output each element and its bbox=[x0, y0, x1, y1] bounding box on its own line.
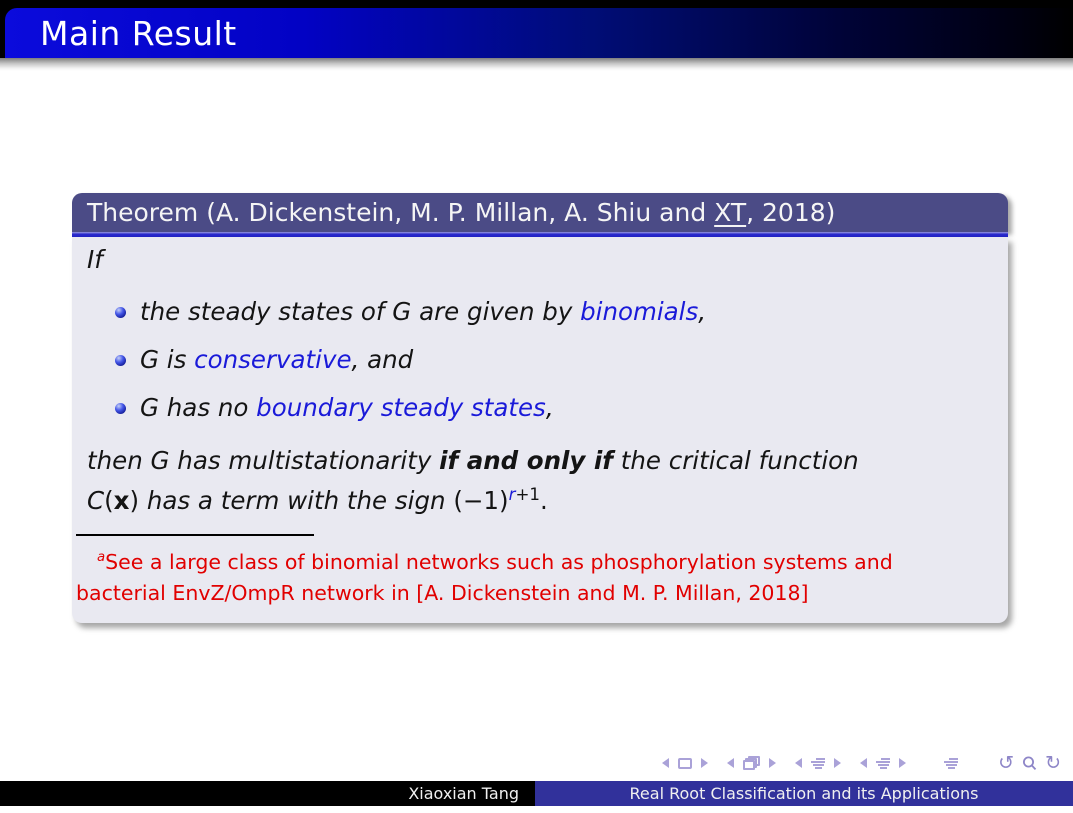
history-nav-group bbox=[998, 751, 1061, 774]
next-section-arrow[interactable] bbox=[899, 758, 906, 768]
footnote bbox=[76, 542, 1023, 609]
bullet-ball-icon bbox=[115, 307, 126, 318]
bullet-ball-icon bbox=[115, 355, 126, 366]
frames-icon[interactable] bbox=[743, 756, 760, 770]
section-lines-icon[interactable] bbox=[876, 756, 890, 770]
list-item bbox=[115, 345, 993, 375]
footnote-line-1: $^a$See a large class of binomial networks such as phosphorylation systems and bbox=[97, 549, 893, 574]
theorem-title-pre: Theorem (A. Dickenstein, M. P. Millan, A. Shiu and bbox=[87, 198, 715, 227]
prev-subsection-arrow[interactable] bbox=[795, 758, 802, 768]
section-nav-group bbox=[860, 756, 906, 770]
prev-section-arrow[interactable] bbox=[860, 758, 867, 768]
bullet-text: , bbox=[545, 393, 554, 422]
next-slide-arrow[interactable] bbox=[701, 758, 708, 768]
page-title: Main Result bbox=[40, 14, 237, 53]
conclusion-line-2: C(x) has a term with the sign $(-1)^{r+1}$. bbox=[87, 484, 548, 515]
theorem-body bbox=[72, 237, 1008, 623]
bullet-keyword: binomials bbox=[580, 297, 699, 326]
slide-nav-group bbox=[662, 758, 708, 769]
next-subsection-arrow[interactable] bbox=[834, 758, 841, 768]
theorem-conclusion bbox=[87, 441, 993, 521]
theorem-title-xt: XT bbox=[714, 198, 747, 227]
navigation-bar bbox=[643, 751, 1061, 775]
theorem-title-post: , 2018) bbox=[746, 198, 836, 227]
subsection-lines-icon[interactable] bbox=[811, 756, 825, 770]
subsection-nav-group bbox=[795, 756, 841, 770]
prev-frame-arrow[interactable] bbox=[727, 758, 734, 768]
footnote-marker: a bbox=[97, 550, 106, 565]
frame-nav-group bbox=[727, 756, 776, 770]
bullet-text: G is bbox=[140, 345, 195, 374]
forward-icon[interactable]: ↻ bbox=[1045, 751, 1061, 774]
headline-gradient bbox=[5, 8, 1073, 58]
prev-slide-arrow[interactable] bbox=[662, 758, 669, 768]
headline-shadow bbox=[0, 58, 1073, 71]
theorem-intro: If bbox=[87, 245, 103, 274]
headline-bar bbox=[0, 0, 1073, 58]
back-icon[interactable]: ↺ bbox=[998, 751, 1015, 774]
appendix-nav-group bbox=[944, 756, 958, 770]
footer-presentation-title: Real Root Classification and its Applications bbox=[535, 781, 1073, 806]
bullet-text: the steady states of G are given by bbox=[140, 297, 581, 326]
bullet-ball-icon bbox=[115, 403, 126, 414]
footnote-rule bbox=[76, 534, 314, 536]
bullet-keyword: boundary steady states bbox=[256, 393, 546, 422]
bullet-text: G has no bbox=[140, 393, 257, 422]
list-item bbox=[115, 393, 993, 423]
appendix-lines-icon[interactable] bbox=[944, 756, 958, 770]
bullet-text: , bbox=[698, 297, 707, 326]
bullet-text: , and bbox=[351, 345, 414, 374]
foot-bar bbox=[0, 781, 1073, 806]
theorem-bullet-list bbox=[115, 297, 993, 423]
footer-author: Xiaoxian Tang bbox=[0, 781, 535, 806]
theorem-block bbox=[72, 193, 1008, 623]
conclusion-line-1: then G has multistationarity if and only if the critical function bbox=[87, 446, 859, 475]
search-icon[interactable] bbox=[1021, 755, 1038, 772]
next-frame-arrow[interactable] bbox=[769, 758, 776, 768]
footnote-line-2: bacterial EnvZ/OmpR network in [A. Dickenstein and M. P. Millan, 2018] bbox=[76, 580, 809, 605]
theorem-title bbox=[72, 193, 1008, 232]
slide-icon[interactable] bbox=[678, 758, 692, 769]
list-item bbox=[115, 297, 993, 327]
bullet-keyword: conservative bbox=[194, 345, 352, 374]
